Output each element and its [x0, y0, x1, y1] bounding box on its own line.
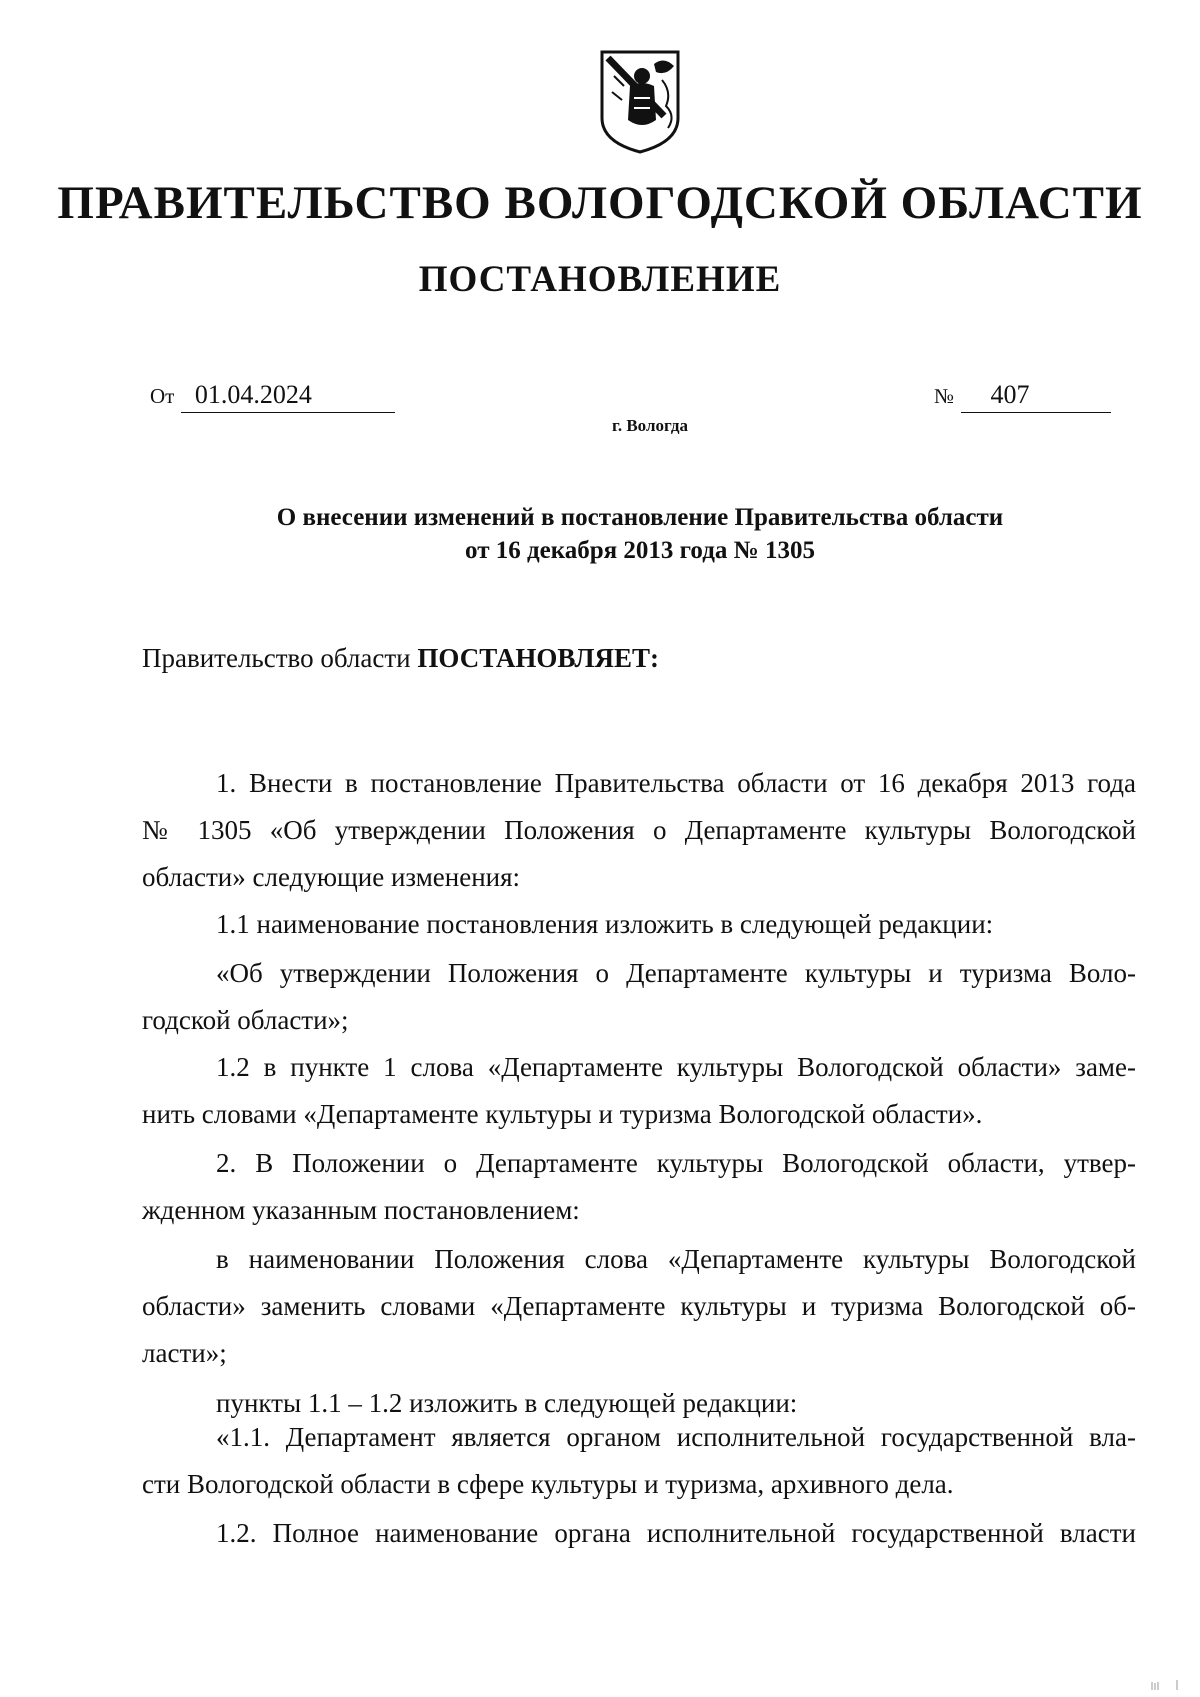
document-number	[934, 380, 1111, 413]
body-line-17: 1.2. Полное наименование органа исполнительной государственной власти	[216, 1518, 1136, 1548]
organization-title: ПРАВИТЕЛЬСТВО ВОЛОГОДСКОЙ ОБЛАСТИ	[57, 177, 1143, 229]
body-line-10: жденном указанным постановлением:	[142, 1195, 580, 1225]
body-line-5: «Об утверждении Положения о Департаменте культуры и туризма Воло-	[216, 958, 1136, 988]
body-line-13: ласти»;	[142, 1338, 227, 1368]
body-line-8: нить словами «Департаменте культуры и туризма Вологодской области».	[142, 1099, 983, 1129]
body-line-4: 1.1 наименование постановления изложить в следующей редакции:	[216, 909, 994, 939]
number-label: №	[934, 384, 955, 408]
body-line-12: области» заменить словами «Департаменте культуры и туризма Вологодской об-	[142, 1291, 1136, 1321]
coat-of-arms-emblem	[594, 46, 686, 156]
body-line-6: годской области»;	[142, 1005, 349, 1035]
body-line-15: «1.1. Департамент является органом исполнительной государственной вла-	[216, 1422, 1136, 1452]
subject-line-2: от 16 декабря 2013 года № 1305	[465, 537, 815, 564]
body-line-9: 2. В Положении о Департаменте культуры Вологодской области, утвер-	[216, 1148, 1136, 1178]
document-date	[150, 380, 395, 413]
city-name: г. Вологда	[612, 416, 688, 435]
body-line-16: сти Вологодской области в сфере культуры и туризма, архивного дела.	[142, 1469, 954, 1499]
number-value: 407	[961, 380, 1111, 413]
date-value: 01.04.2024	[181, 380, 395, 413]
body-line-2: № 1305 «Об утверждении Положения о Департаменте культуры Вологодской	[142, 815, 1136, 845]
date-label: От	[150, 384, 175, 408]
preamble	[142, 643, 659, 674]
document-subject	[120, 501, 1160, 567]
subject-line-1: О внесении изменений в постановление Правительства области	[276, 504, 1004, 531]
body-line-3: области» следующие изменения:	[142, 862, 521, 892]
body-line-7: 1.2 в пункте 1 слова «Департаменте культуры Вологодской области» заме-	[216, 1052, 1136, 1082]
scan-artifact-marks	[1150, 1680, 1180, 1690]
body-line-1: 1. Внести в постановление Правительства области от 16 декабря 2013 года	[216, 768, 1136, 798]
preamble-bold-text: ПОСТАНОВЛЯЕТ:	[417, 643, 659, 673]
preamble-text: Правительство области	[142, 643, 418, 673]
body-line-14: пункты 1.1 – 1.2 изложить в следующей редакции:	[216, 1388, 798, 1418]
document-type-title: ПОСТАНОВЛЕНИЕ	[418, 259, 782, 300]
body-line-11: в наименовании Положения слова «Департаменте культуры Вологодской	[216, 1244, 1136, 1274]
